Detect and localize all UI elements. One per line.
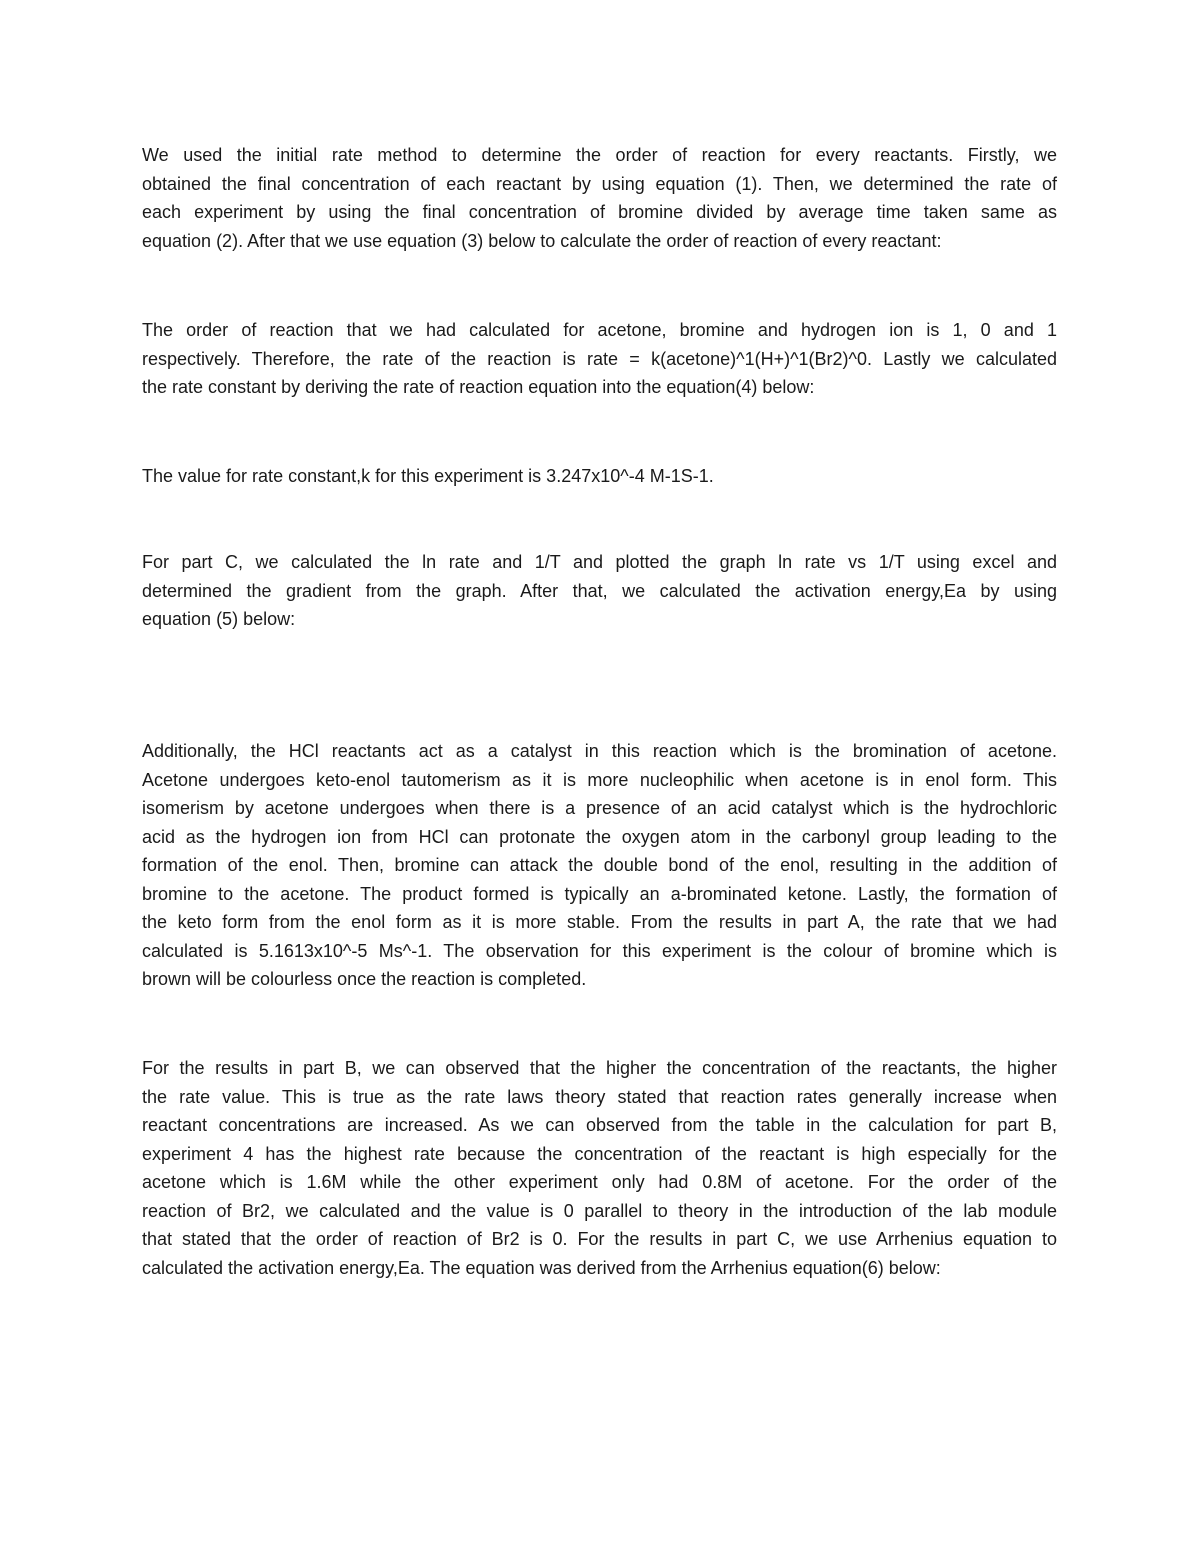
text-line: calculated the activation energy,Ea. The equation was derived from the Arrhenius equation(6) below: bbox=[142, 1257, 941, 1278]
text-line: isomerism by acetone undergoes when there is a presence of an acid catalyst which is the hydrochloric bbox=[142, 798, 1057, 818]
text-line: the rate value. This is true as the rate laws theory stated that reaction rates generally increase when bbox=[142, 1086, 1057, 1107]
text-line: the rate constant by deriving the rate of reaction equation into the equation(4) below: bbox=[142, 377, 815, 397]
text-line: Additionally, the HCl reactants act as a catalyst in this reaction which is the bromination of acetone. bbox=[142, 741, 1057, 761]
text-line: equation (5) below: bbox=[142, 609, 296, 629]
text-line: the keto form from the enol form as it is more stable. From the results in part A, the rate that we had bbox=[142, 912, 1057, 932]
text-line: Acetone undergoes keto-enol tautomerism as it is more nucleophilic when acetone is in enol form. This bbox=[142, 769, 1057, 790]
text-line: formation of the enol. Then, bromine can attack the double bond of the enol, resulting in the addition of bbox=[142, 855, 1057, 875]
paragraph-method bbox=[142, 141, 1057, 255]
paragraph-catalyst bbox=[142, 737, 1057, 994]
text-line: that stated that the order of reaction of Br2 is 0. For the results in part C, we use Arrhenius equation to bbox=[142, 1229, 1057, 1249]
text-line: equation (2). After that we use equation (3) below to calculate the order of reaction of every reactant: bbox=[142, 230, 942, 251]
text-line: We used the initial rate method to determine the order of reaction for every reactants. Firstly, we bbox=[142, 145, 1057, 165]
text-line: bromine to the acetone. The product formed is typically an a-brominated ketone. Lastly, the formation of bbox=[142, 883, 1057, 904]
text-line: acid as the hydrogen ion from HCl can protonate the oxygen atom in the carbonyl group leading to the bbox=[142, 826, 1057, 847]
paragraph-rate-constant bbox=[142, 462, 1057, 491]
text-line: reactant concentrations are increased. As we can observed from the table in the calculation for part B, bbox=[142, 1115, 1057, 1135]
text-line: each experiment by using the final concentration of bromine divided by average time taken same as bbox=[142, 202, 1057, 222]
text-line: obtained the final concentration of each reactant by using equation (1). Then, we determined the rate of bbox=[142, 173, 1057, 194]
text-line: For part C, we calculated the ln rate and 1/T and plotted the graph ln rate vs 1/T using excel and bbox=[142, 552, 1057, 572]
text-line: For the results in part B, we can observed that the higher the concentration of the reactants, the higher bbox=[142, 1058, 1057, 1078]
text-line: reaction of Br2, we calculated and the value is 0 parallel to theory in the introduction of the lab module bbox=[142, 1200, 1057, 1221]
paragraph-part-c bbox=[142, 548, 1057, 634]
text-line: The value for rate constant,k for this experiment is 3.247x10^-4 M-1S-1. bbox=[142, 466, 714, 486]
text-line: calculated is 5.1613x10^-5 Ms^-1. The observation for this experiment is the colour of bromine which is bbox=[142, 940, 1057, 961]
text-line: The order of reaction that we had calculated for acetone, bromine and hydrogen ion is 1, 0 and 1 bbox=[142, 320, 1057, 340]
text-line: brown will be colourless once the reaction is completed. bbox=[142, 969, 587, 989]
paragraph-order-of-reaction bbox=[142, 316, 1057, 402]
text-line: acetone which is 1.6M while the other experiment only had 0.8M of acetone. For the order of the bbox=[142, 1172, 1057, 1192]
text-line: experiment 4 has the highest rate because the concentration of the reactant is high especially for the bbox=[142, 1143, 1057, 1164]
text-line: respectively. Therefore, the rate of the reaction is rate = k(acetone)^1(H+)^1(Br2)^0. Lastly we calculated bbox=[142, 348, 1057, 369]
text-line: determined the gradient from the graph. After that, we calculated the activation energy,Ea by using bbox=[142, 580, 1057, 601]
paragraph-part-b-results bbox=[142, 1054, 1057, 1282]
